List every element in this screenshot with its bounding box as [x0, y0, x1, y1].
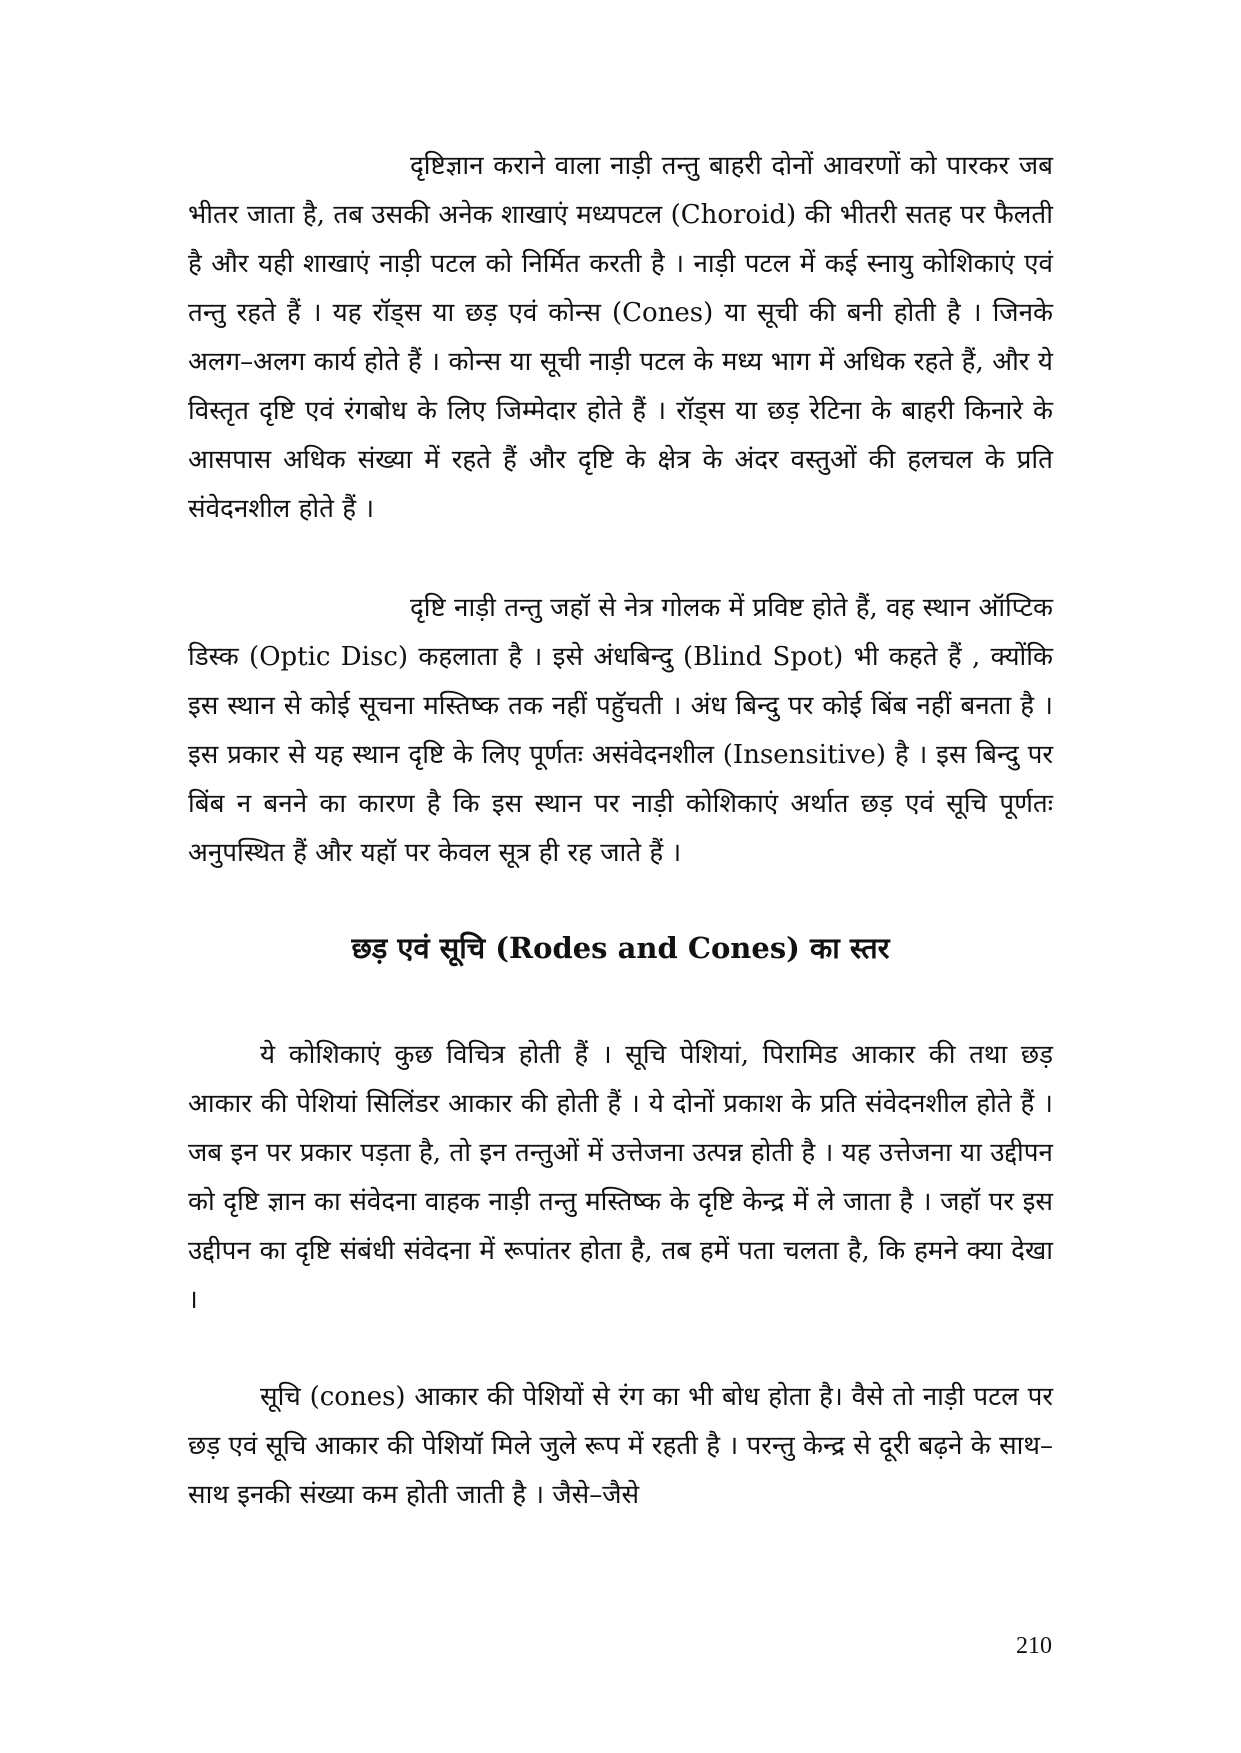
paragraph-color-perception [188, 1373, 1053, 1520]
section-heading: छड़ एवं सूचि (Rodes and Cones) का स्तर [351, 931, 890, 965]
paragraph-blind-spot [188, 584, 1053, 878]
paragraph-text: दृष्टिज्ञान कराने वाला नाड़ी तन्तु बाहरी दोनों आवरणों को पारकर जब भीतर जाता है, तब उसकी अनेक शाखाएं मध्यपटल (Choroid) की भीतरी सतह पर फैलती है और यही शाखाएं नाड़ी पटल को निर्मित करती है । नाड़ी पटल में कई स्नायु कोशिकाएं एवं तन्तु रहते हैं । यह रॉड्स या छड़ एवं कोन्स (Cones) या सूची की बनी होती है । जिनके अलग–अलग कार्य होते हैं । कोन्स या सूची नाड़ी पटल के मध्य भाग में अधिक रहते हैं, और ये विस्तृत दृष्टि एवं रंगबोध के लिए जिम्मेदार होते हैं । रॉड्स या छड़ रेटिना के बाहरी किनारे के आसपास अधिक संख्या में रहते हैं और दृष्टि के क्षेत्र के अंदर वस्तुओं की हलचल के प्रति संवेदनशील होते हैं । [188, 151, 1053, 524]
paragraph-text: ये कोशिकाएं कुछ विचित्र होती हैं । सूचि पेशियां, पिरामिड आकार की तथा छड़ आकार की पेशियां सिलिंडर आकार की होती हैं । ये दोनों प्रकाश के प्रति संवेदनशील होते हैं । जब इन पर प्रकार पड़ता है, तो इन तन्तुओं में उत्तेजना उत्पन्न होती है । यह उत्तेजना या उद्दीपन को दृष्टि ज्ञान का संवेदना वाहक नाड़ी तन्तु मस्तिष्क के दृष्टि केन्द्र में ले जाता है । जहॉ पर इस उद्दीपन का दृष्टि संबंधी संवेदना में रूपांतर होता है, तब हमें पता चलता है, कि हमने क्या देखा । [188, 1040, 1053, 1315]
page-number: 210 [1016, 1633, 1052, 1659]
paragraph-rods-cones-cells [188, 1031, 1053, 1325]
paragraph-text: दृष्टि नाड़ी तन्तु जहॉ से नेत्र गोलक में प्रविष्ट होते हैं, वह स्थान ऑप्टिक डिस्क (Optic Disc) कहलाता है । इसे अंधबिन्दु (Blind Spot) भी कहते हैं , क्योंकि इस स्थान से कोई सूचना मस्तिष्क तक नहीं पहुॅचती । अंध बिन्दु पर कोई बिंब नहीं बनता है । इस प्रकार से यह स्थान दृष्टि के लिए पूर्णतः असंवेदनशील (Insensitive) है । इस बिन्दु पर बिंब न बनने का कारण है कि इस स्थान पर नाड़ी कोशिकाएं अर्थात छड़ एवं सूचि पूर्णतः अनुपस्थित हैं और यहॉ पर केवल सूत्र ही रह जाते हैं । [188, 593, 1053, 868]
paragraph-retina-structure [188, 142, 1053, 534]
paragraph-text: सूचि (cones) आकार की पेशियों से रंग का भी बोध होता है। वैसे तो नाड़ी पटल पर छड़ एवं सूचि आकार की पेशियॉ मिले जुले रूप में रहती है । परन्तु केन्द्र से दूरी बढ़ने के साथ–साथ इनकी संख्या कम होती जाती है । जैसे–जैसे [188, 1382, 1053, 1510]
